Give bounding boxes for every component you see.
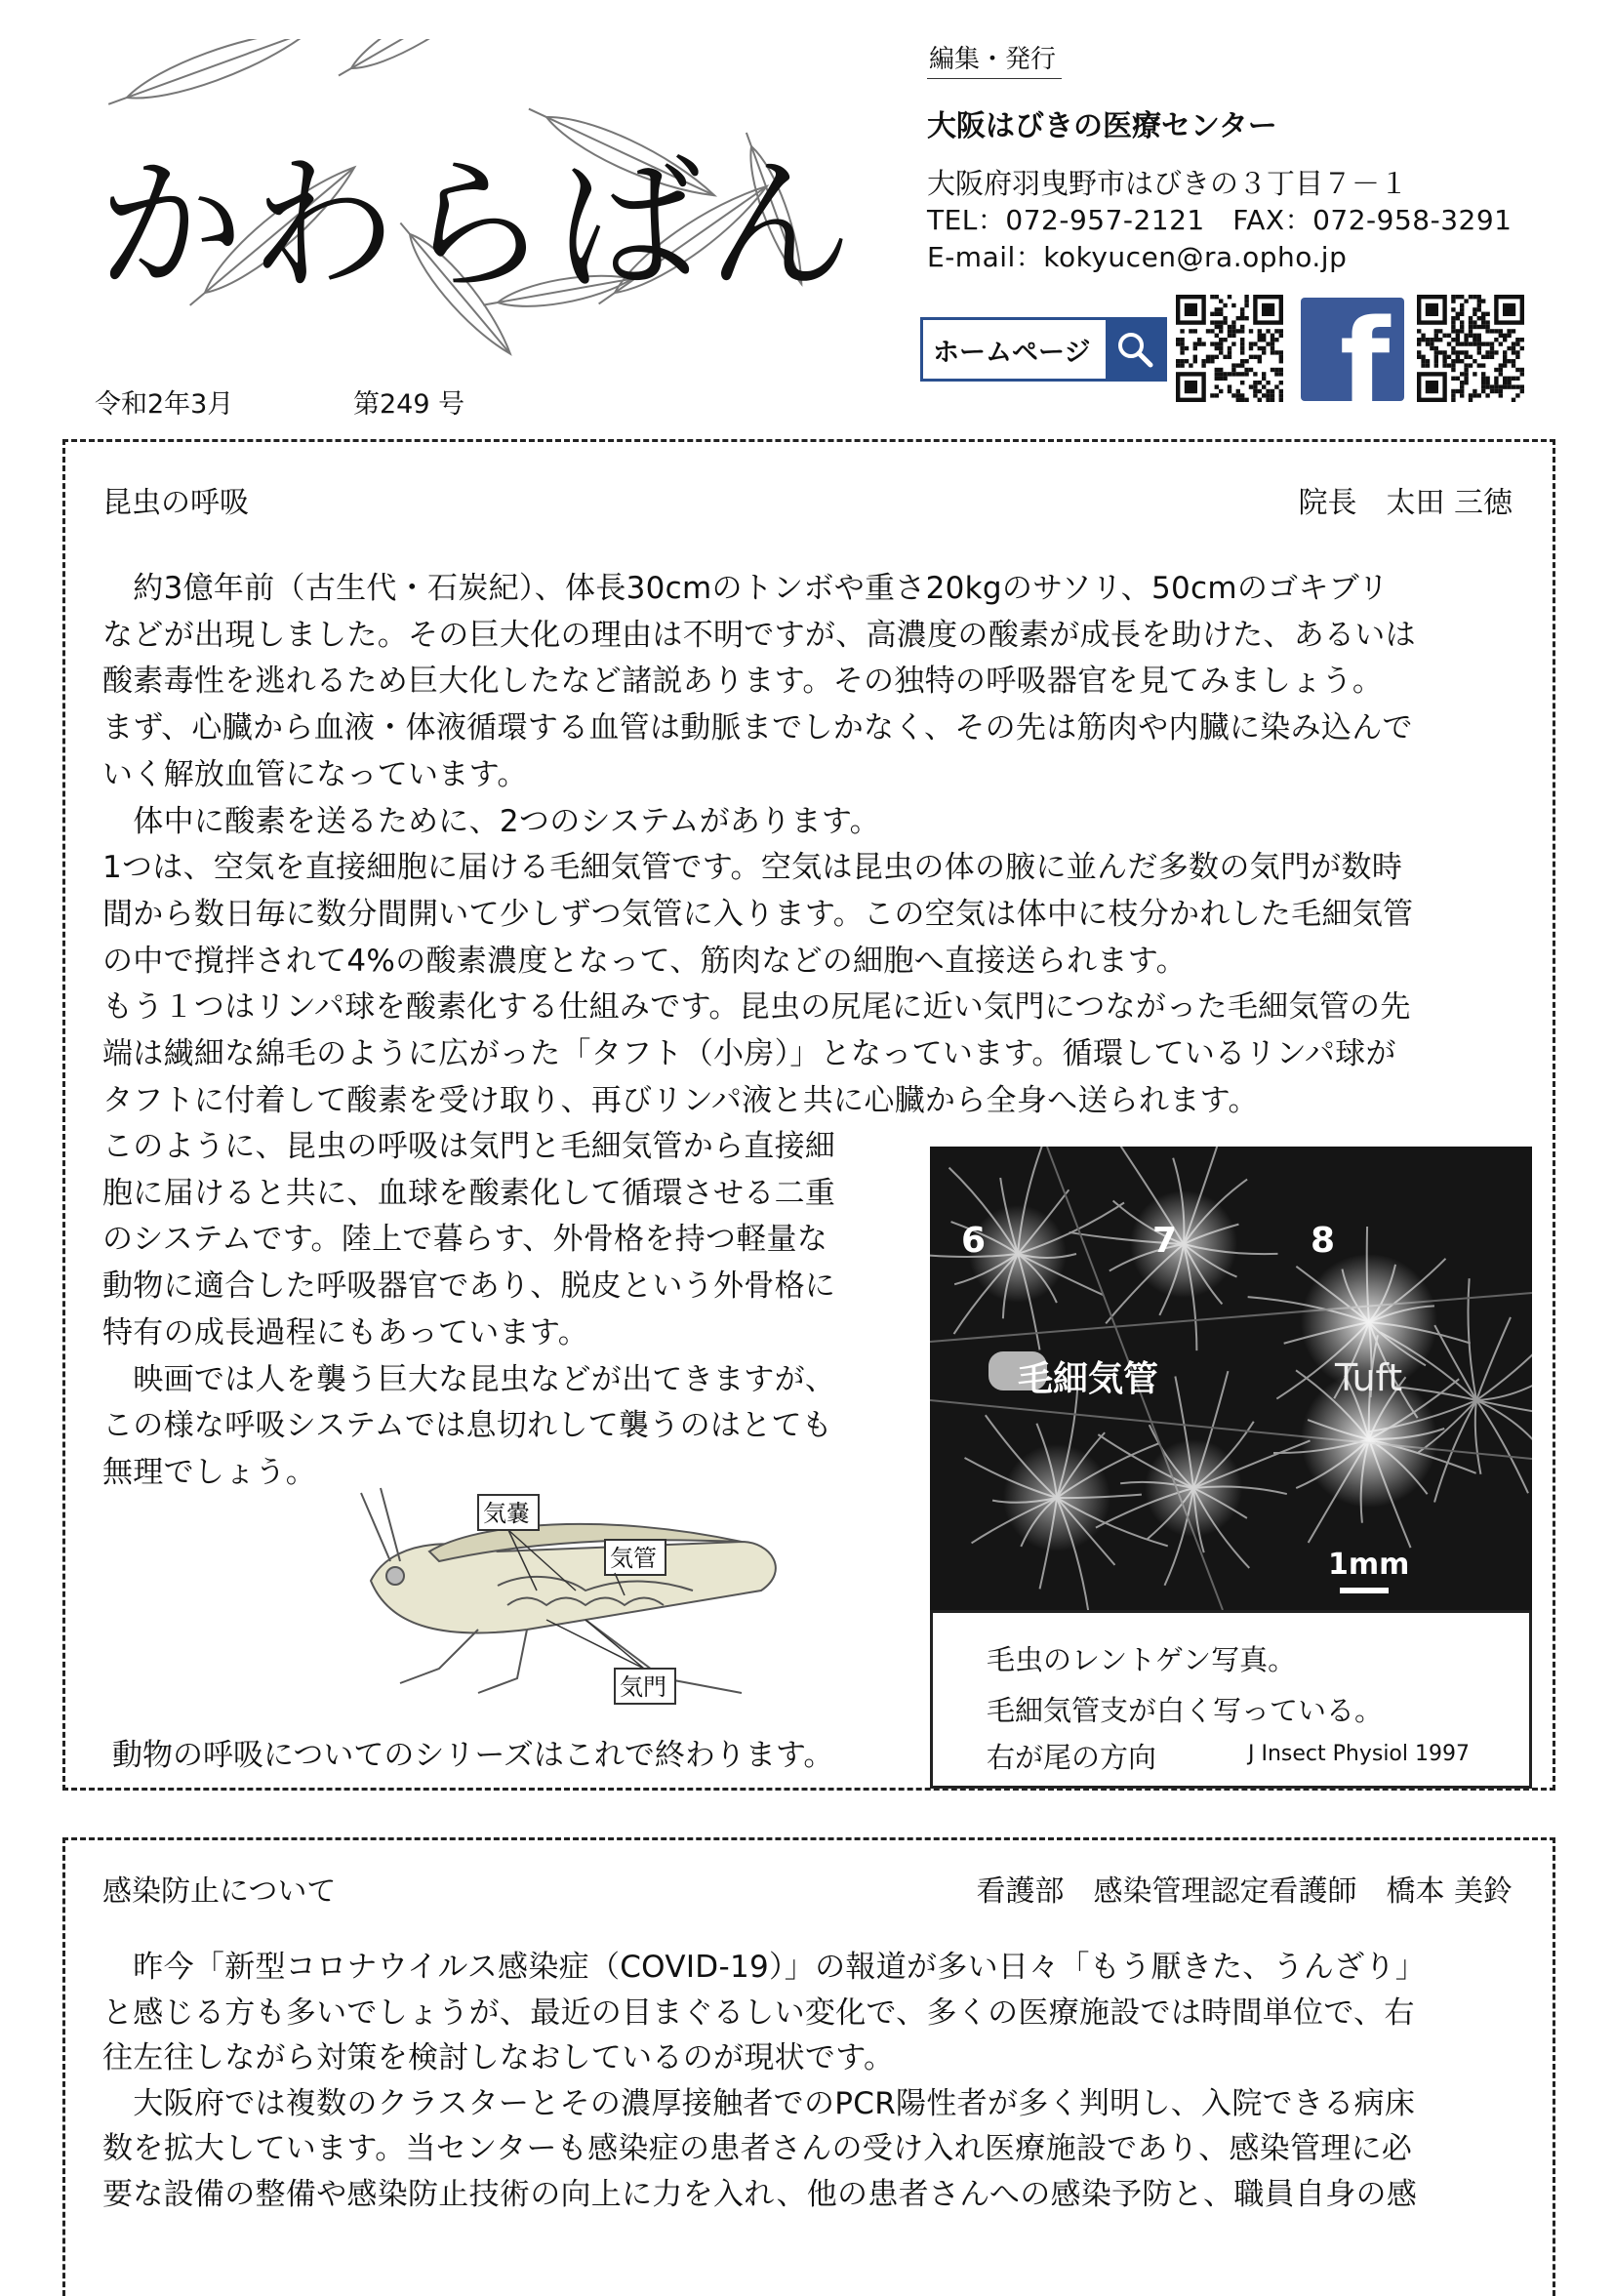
diagram-label-spiracle: 気門 [620, 1673, 666, 1701]
text-line: のシステムです。陸上で暮らす、外骨格を持つ軽量な [102, 1222, 828, 1258]
organization-name: 大阪はびきの医療センター [927, 109, 1277, 143]
qr-code-icon[interactable] [1176, 295, 1283, 402]
text-line: 1つは、空気を直接細胞に届ける毛細気管です。空気は昆虫の体の腋に並んだ多数の気門が数時 [102, 850, 1403, 886]
article-body [102, 566, 1517, 1124]
issue-number: 第249 号 [353, 389, 465, 420]
homepage-search-button[interactable] [920, 317, 1167, 382]
text-line: 昨今「新型コロナウイルス感染症（COVID-19）」の報道が多い日々「もう厭きた、うんざり」 [102, 1950, 1427, 1985]
article-body [102, 1945, 1517, 2217]
text-line: 大阪府では複数のクラスターとその濃厚接触者でのPCR陽性者が多く判明し、入院できる病床 [102, 2085, 1416, 2121]
grasshopper-diagram [332, 1483, 800, 1708]
text-line: と感じる方も多いでしょうが、最近の目まぐるしい変化で、多くの医療施設では時間単位で、右 [102, 1994, 1415, 2031]
homepage-label: ホームページ [933, 337, 1091, 368]
text-line: タフトに付着して酸素を受け取り、再びリンパ液と共に心臓から全身へ送られます。 [102, 1082, 1259, 1118]
photo-scale-label: 1mm [1328, 1548, 1410, 1582]
photo-label-6: 6 [961, 1221, 987, 1261]
search-icon [1106, 320, 1164, 379]
newsletter-title: かわらばん [98, 141, 860, 311]
photo-caption [930, 1610, 1532, 1789]
text-line: 数を拡大しています。当センターも感染症の患者さんの受け入れ医療施設であり、感染管理に必 [102, 2131, 1413, 2166]
article-byline: 看護部 感染管理認定看護師 橋本 美鈴 [976, 1874, 1513, 1909]
series-closing-note: 動物の呼吸についてのシリーズはこれで終わります。 [112, 1738, 834, 1773]
caption-line: 毛虫のレントゲン写真。 [987, 1643, 1297, 1676]
text-line: 動物に適合した呼吸器官であり、脱皮という外骨格に [102, 1269, 836, 1305]
facebook-icon[interactable]: f [1301, 298, 1404, 401]
text-line: 酸素毒性を逃れるため巨大化したなど諸説あります。その独特の呼吸器官を見てみましょう。 [102, 664, 1384, 700]
caption-source: J Insect Physiol 1997 [1248, 1742, 1470, 1766]
publisher-label: 編集・発行 [927, 39, 1062, 79]
text-line: このように、昆虫の呼吸は気門と毛細気管から直接細 [102, 1129, 836, 1164]
caption-line: 毛細気管支が白く写っている。 [987, 1694, 1384, 1727]
article-body-continued [102, 1124, 903, 1497]
diagram-label-trachea: 気管 [610, 1545, 657, 1572]
caption-line: 右が尾の方向 [987, 1741, 1157, 1774]
photo-label-capillary: 毛細気管 [1018, 1359, 1159, 1399]
photo-label-tuft: Tuft [1335, 1356, 1403, 1399]
text-line: 間から数日毎に数分間開いて少しずつ気管に入ります。この空気は体中に枝分かれした毛細気管 [102, 896, 1414, 932]
text-line: などが出現しました。その巨大化の理由は不明ですが、高濃度の酸素が成長を助けた、あるいは [102, 617, 1416, 653]
address: 大阪府羽曳野市はびきの３丁目７－１ [927, 167, 1409, 200]
text-line: 約3億年前（古生代・石炭紀）、体長30cmのトンボや重さ20kgのサソリ、50cmのゴキブリ [102, 571, 1390, 606]
qr-code-icon[interactable] [1417, 295, 1524, 402]
phone-fax: TEL：072-957-2121 FAX：072-958-3291 [927, 204, 1513, 236]
text-line: 無理でしょう。 [102, 1454, 317, 1490]
text-line: まず、心臓から血液・体液循環する血管は動脈までしかなく、その先は筋肉や内臓に染み込んで [102, 710, 1413, 746]
diagram-label-air-sac: 気嚢 [483, 1500, 530, 1527]
text-line: 往左往しながら対策を検討しなおしているのが現状です。 [102, 2040, 895, 2075]
text-line: 端は繊細な綿毛のように広がった「タフト（小房）」となっています。循環しているリンパ球が [102, 1036, 1396, 1072]
photo-label-8: 8 [1311, 1221, 1336, 1261]
text-line: 特有の成長過程にもあっています。 [102, 1314, 589, 1350]
text-line: 体中に酸素を送るために、2つのシステムがあります。 [102, 803, 880, 839]
issue-date: 令和2年3月 [95, 389, 234, 420]
xray-photo [930, 1147, 1532, 1610]
text-line: もう１つはリンパ球を酸素化する仕組みです。昆虫の尻尾に近い気門につながった毛細気管の先 [102, 989, 1411, 1026]
text-line: この様な呼吸システムでは息切れして襲うのはとても [102, 1408, 833, 1444]
text-line: いく解放血管になっています。 [102, 756, 528, 792]
text-line: 胞に届けると共に、血球を酸素化して循環させる二重 [102, 1175, 836, 1211]
article-title: 感染防止について [102, 1874, 337, 1909]
text-line: 要な設備の整備や感染防止技術の向上に力を入れ、他の患者さんへの感染予防と、職員自身の感 [102, 2176, 1418, 2212]
email-address[interactable]: E-mail：kokyucen@ra.opho.jp [927, 241, 1348, 273]
article-title: 昆虫の呼吸 [102, 486, 249, 520]
text-line: 映画では人を襲う巨大な昆虫などが出てきますが、 [102, 1361, 836, 1397]
text-line: の中で撹拌されて4%の酸素濃度となって、筋肉などの細胞へ直接送られます。 [102, 943, 1187, 979]
article-byline: 院長 太田 三徳 [1298, 486, 1513, 520]
photo-label-7: 7 [1152, 1221, 1178, 1261]
